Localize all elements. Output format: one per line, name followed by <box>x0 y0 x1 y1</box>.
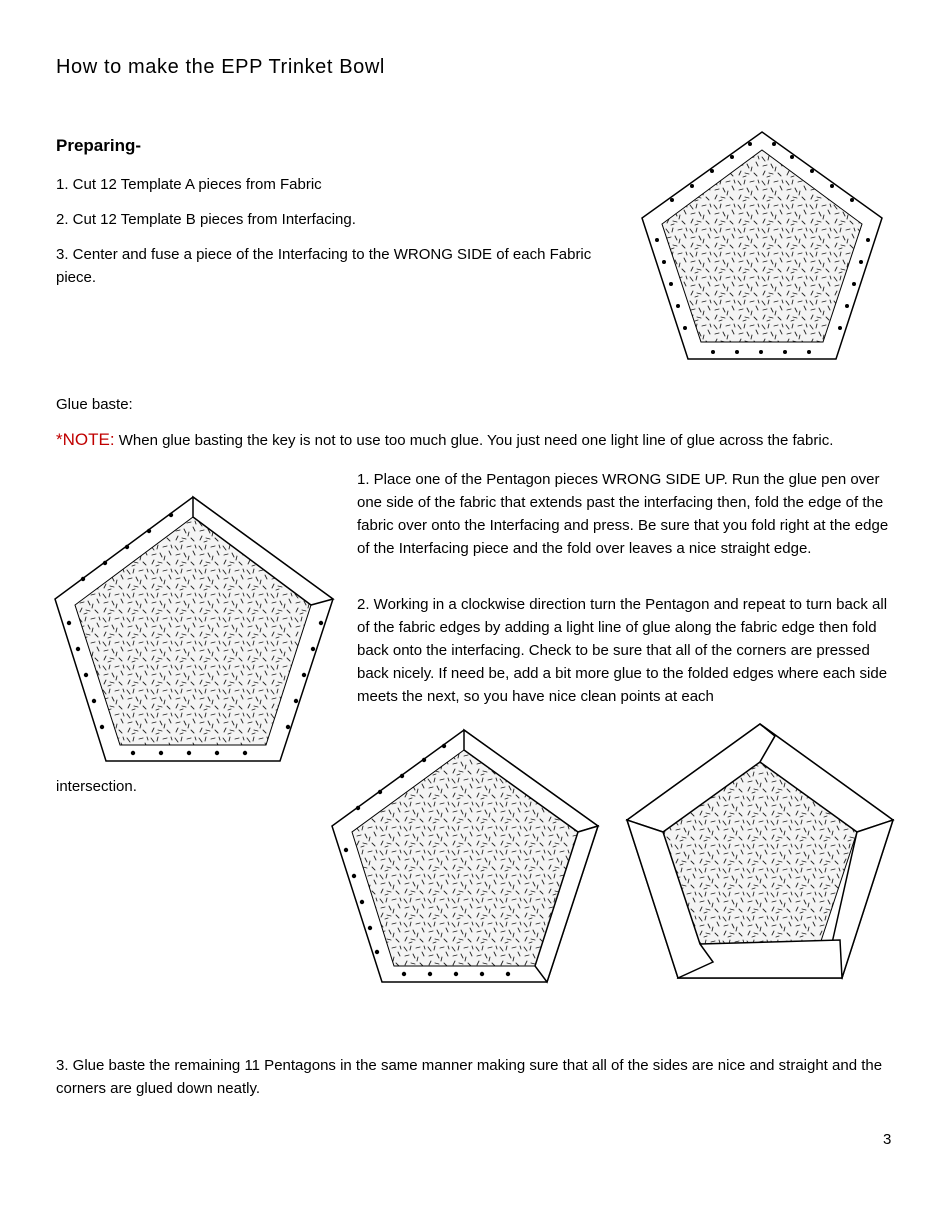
glue-baste-step-2: 2. Working in a clockwise direction turn the Pentagon and repeat to turn back all of the fabric edges by adding a light line of glue along the fabric edge then fold back onto the interfacing. Check to be sure that all of the corners are pressed back nicely. If need be, add a bit more glue to the folded edges where each side meets the next, so you have nice clean points at each <box>357 596 888 705</box>
pentagon-figure-all-folds <box>625 722 895 982</box>
glue-baste-step-3: 3. Glue baste the remaining 11 Pentagons in the same manner making sure that all of the sides are nice and straight and the corners are glued down neatly. <box>56 1057 883 1097</box>
glue-baste-step-2-continued: intersection. <box>56 778 137 795</box>
page-number: 3 <box>883 1131 892 1148</box>
preparing-heading: Preparing- <box>56 136 142 155</box>
pentagon-figure-prepared <box>640 130 885 362</box>
glue-baste-step-1: 1. Place one of the Pentagon pieces WRONG SIDE UP. Run the glue pen over one side of the fabric that extends past the interfacing then, fold the edge of the fabric over onto the Interfacing and press. Be sure that you fold right at the edge of the Interfacing piece and the fold over leaves a nice straight edge. <box>357 471 889 557</box>
glue-baste-heading: Glue baste: <box>56 396 133 413</box>
preparing-step-3: 3. Center and fuse a piece of the Interfacing to the WRONG SIDE of each Fabric piece. <box>56 246 592 286</box>
note-line <box>56 428 833 452</box>
preparing-step-1: 1. Cut 12 Template A pieces from Fabric <box>56 176 322 193</box>
note-text: When glue basting the key is not to use too much glue. You just need one light line of glue across the fabric. <box>118 432 834 449</box>
page-title: How to make the EPP Trinket Bowl <box>56 56 385 78</box>
pentagon-figure-one-fold <box>53 495 338 765</box>
preparing-step-2: 2. Cut 12 Template B pieces from Interfacing. <box>56 211 356 228</box>
note-label: *NOTE: <box>56 430 115 449</box>
pentagon-figure-two-folds <box>330 728 600 986</box>
